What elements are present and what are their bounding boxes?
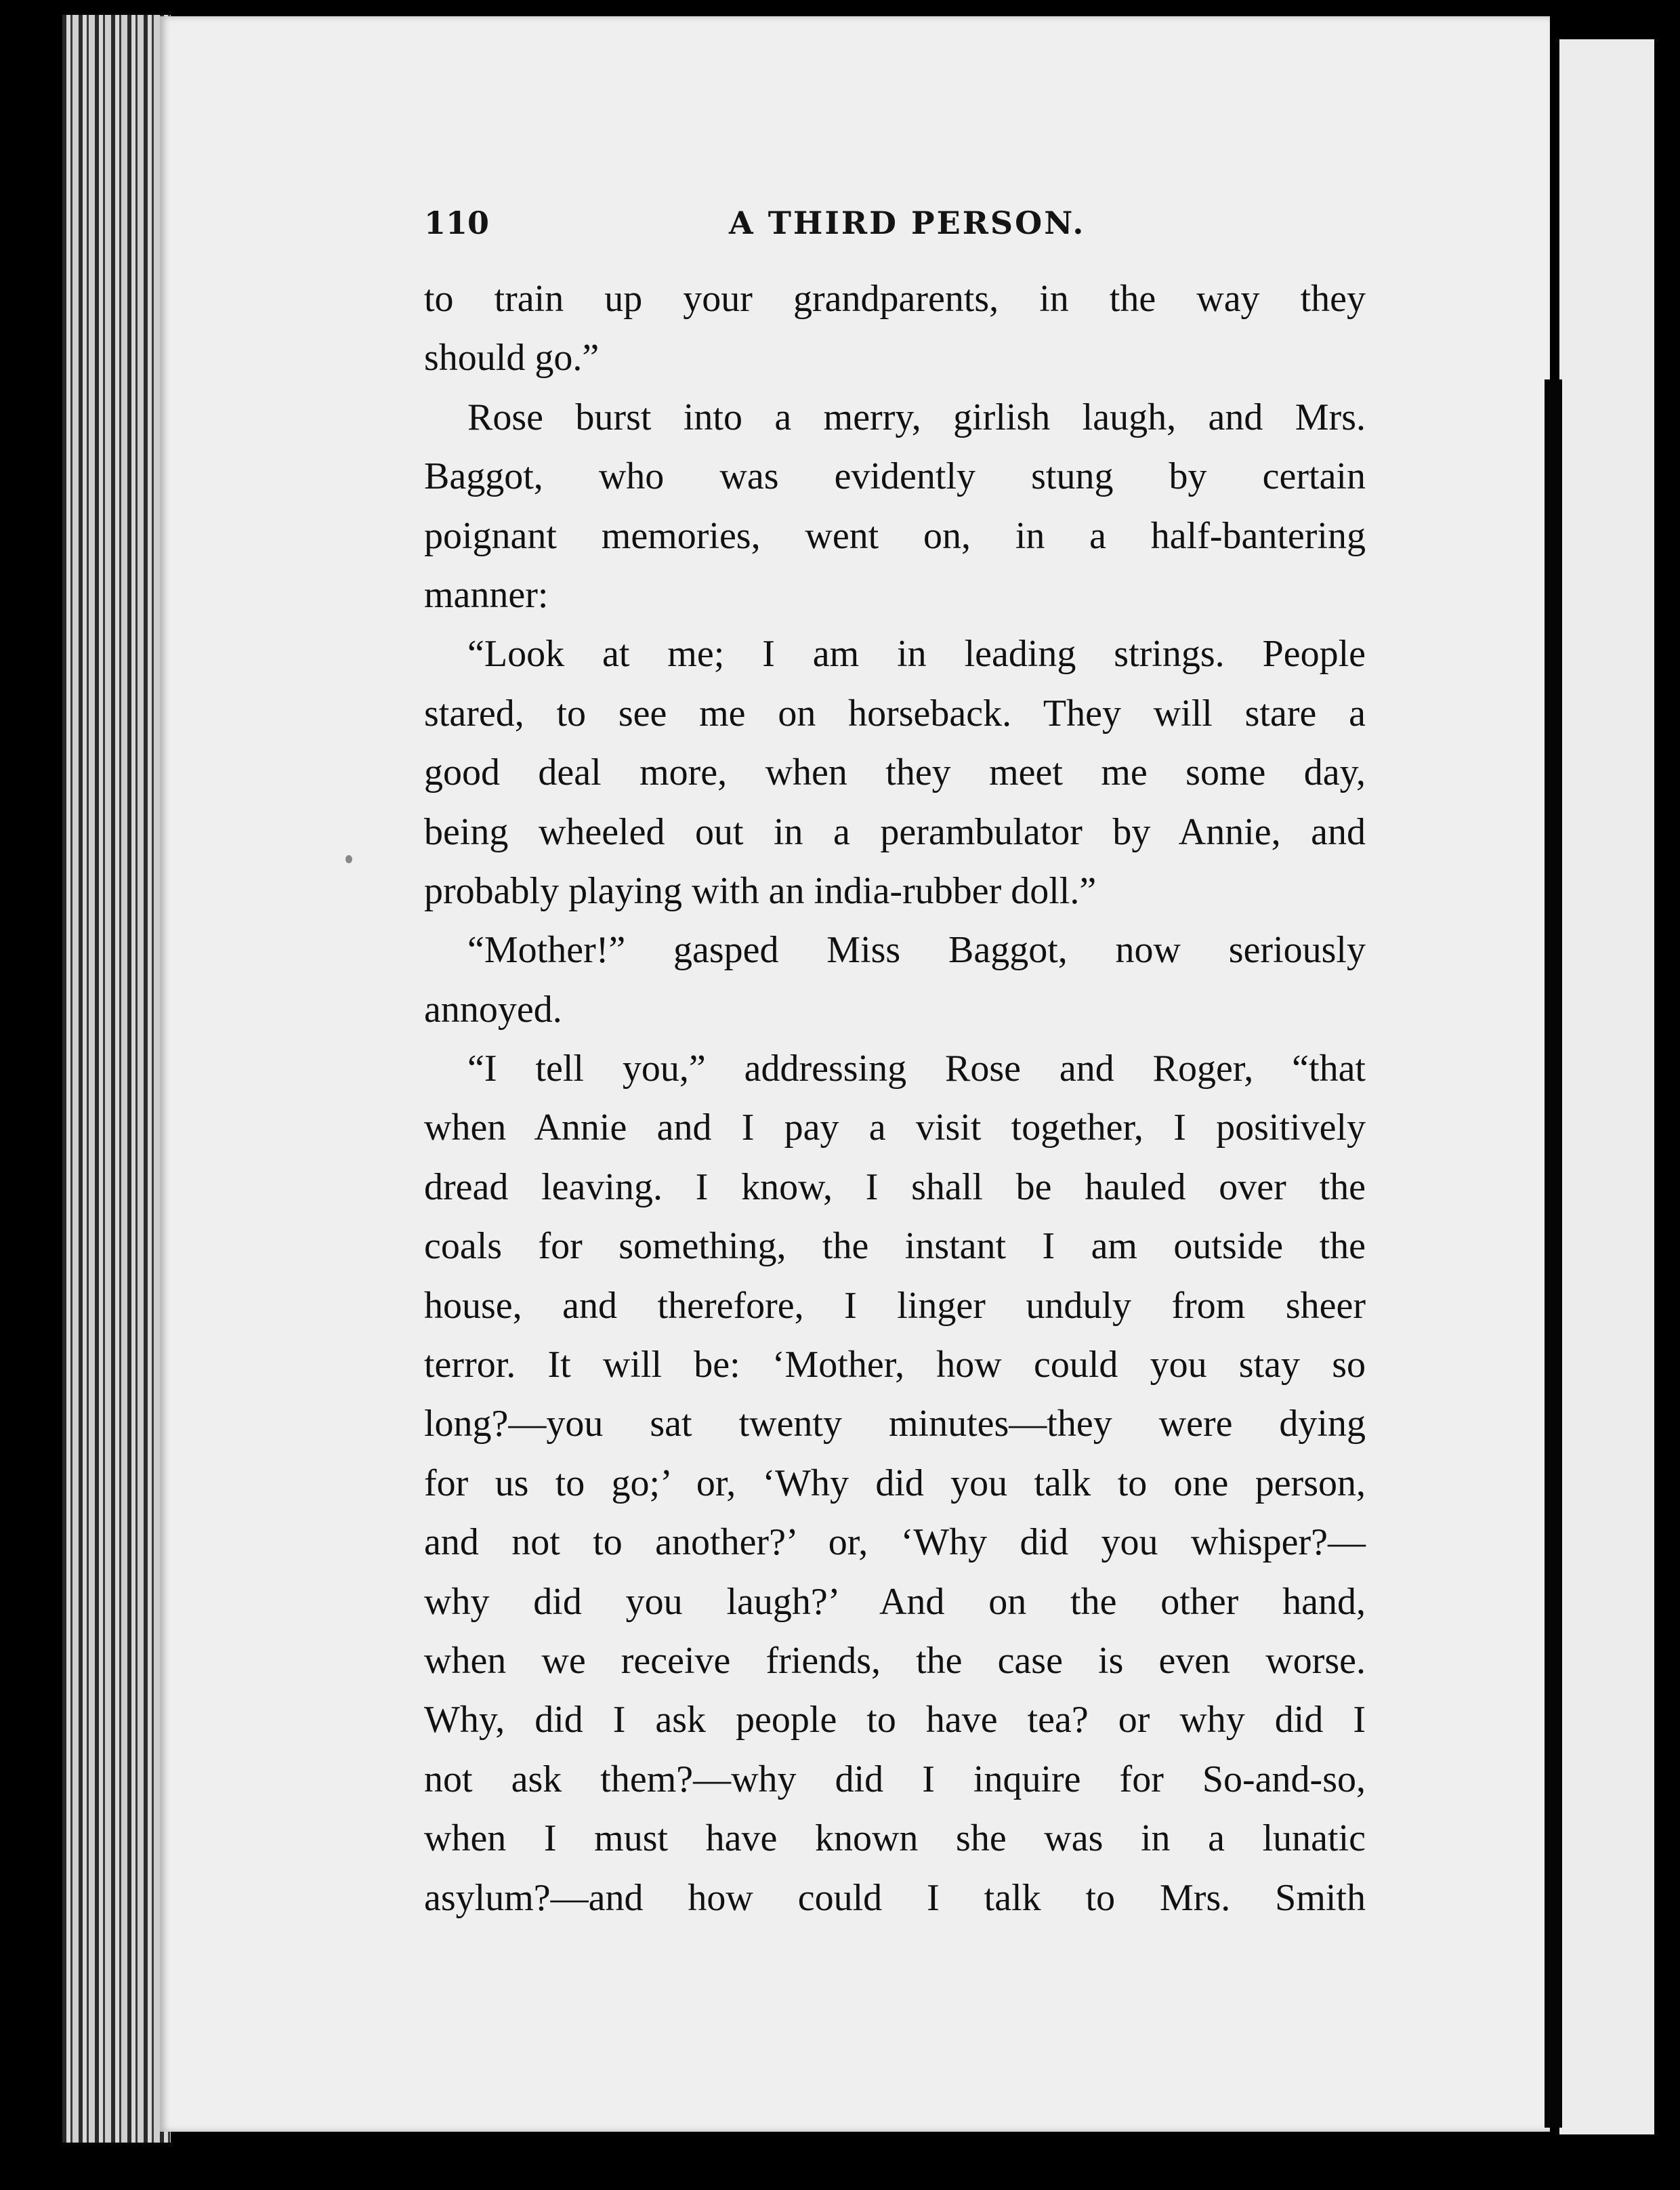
text-line: good deal more, when they meet me some day, bbox=[424, 751, 1366, 794]
text-line: asylum?—and how could I talk to Mrs. Smith bbox=[424, 1876, 1366, 1919]
body-text bbox=[424, 270, 1366, 1928]
text-line: why did you laugh?’ And on the other hand, bbox=[424, 1580, 1366, 1623]
running-header bbox=[424, 194, 1366, 248]
text-line: terror. It will be: ‘Mother, how could you stay so bbox=[424, 1344, 1366, 1386]
text-line: coals for something, the instant I am outside the bbox=[424, 1225, 1366, 1268]
page-number: 110 bbox=[424, 205, 490, 241]
text-line: manner: bbox=[424, 573, 549, 616]
text-line: poignant memories, went on, in a half-bantering bbox=[424, 514, 1366, 557]
text-line: for us to go;’ or, ‘Why did you talk to one person, bbox=[424, 1462, 1366, 1504]
text-line: stared, to see me on horseback. They will stare a bbox=[424, 692, 1366, 735]
text-line: house, and therefore, I linger unduly from sheer bbox=[424, 1284, 1366, 1327]
scan-speck bbox=[23, 445, 28, 450]
text-line: annoyed. bbox=[424, 988, 562, 1031]
text-line: not ask them?—why did I inquire for So-and-so, bbox=[424, 1758, 1366, 1800]
running-title: A THIRD PERSON. bbox=[729, 205, 1086, 241]
text-line: “Look at me; I am in leading strings. People bbox=[467, 633, 1366, 676]
text-line: Baggot, who was evidently stung by certain bbox=[424, 455, 1366, 498]
scan-speck bbox=[23, 1260, 28, 1266]
text-line: Rose burst into a merry, girlish laugh, and Mrs. bbox=[467, 396, 1366, 438]
text-line: and not to another?’ or, ‘Why did you whisper?— bbox=[424, 1521, 1366, 1564]
page-stack-edges bbox=[62, 15, 171, 2143]
next-page-edge bbox=[1559, 39, 1654, 2134]
text-line: probably playing with an india-rubber doll.” bbox=[424, 869, 1097, 912]
text-line: when Annie and I pay a visit together, I positively bbox=[424, 1107, 1366, 1149]
text-line: when I must have known she was in a lunatic bbox=[424, 1817, 1366, 1860]
text-line: dread leaving. I know, I shall be hauled over the bbox=[424, 1165, 1366, 1208]
text-line: to train up your grandparents, in the way they bbox=[424, 278, 1366, 320]
text-line: “Mother!” gasped Miss Baggot, now seriously bbox=[467, 929, 1366, 972]
text-line: being wheeled out in a perambulator by Annie, and bbox=[424, 810, 1366, 853]
gutter-shadow bbox=[1545, 379, 1562, 2128]
text-line: Why, did I ask people to have tea? or why did I bbox=[424, 1699, 1366, 1741]
text-line: should go.” bbox=[424, 337, 600, 379]
text-line: when we receive friends, the case is even worse. bbox=[424, 1639, 1366, 1682]
scan-speck bbox=[345, 855, 352, 863]
text-line: “I tell you,” addressing Rose and Roger, “that bbox=[467, 1048, 1366, 1090]
text-line: long?—you sat twenty minutes—they were dying bbox=[424, 1403, 1366, 1445]
